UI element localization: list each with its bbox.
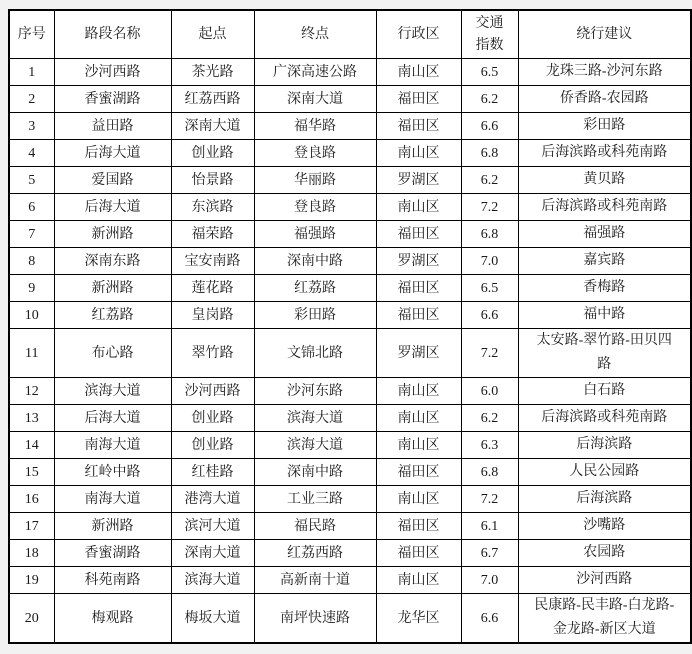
table-row — [9, 459, 691, 486]
table-row — [9, 248, 691, 275]
cell-no: 15 — [9, 459, 54, 486]
table-row — [9, 86, 691, 113]
cell-district: 南山区 — [376, 59, 461, 86]
cell-detour: 白石路 — [518, 378, 691, 405]
cell-district: 南山区 — [376, 432, 461, 459]
cell-start: 莲花路 — [171, 275, 254, 302]
cell-no: 4 — [9, 140, 54, 167]
cell-start: 茶光路 — [171, 59, 254, 86]
cell-district: 福田区 — [376, 113, 461, 140]
cell-no: 5 — [9, 167, 54, 194]
cell-detour: 人民公园路 — [518, 459, 691, 486]
cell-index: 7.2 — [461, 486, 518, 513]
cell-name: 后海大道 — [54, 140, 171, 167]
cell-index: 6.3 — [461, 432, 518, 459]
cell-start: 滨河大道 — [171, 513, 254, 540]
traffic-table — [8, 9, 692, 644]
cell-end: 广深高速公路 — [254, 59, 376, 86]
cell-district: 福田区 — [376, 513, 461, 540]
cell-end: 高新南十道 — [254, 567, 376, 594]
cell-district: 南山区 — [376, 567, 461, 594]
table-row — [9, 432, 691, 459]
cell-index: 6.2 — [461, 405, 518, 432]
cell-start: 皇岗路 — [171, 302, 254, 329]
cell-index: 6.1 — [461, 513, 518, 540]
cell-no: 17 — [9, 513, 54, 540]
cell-district: 福田区 — [376, 459, 461, 486]
cell-district: 南山区 — [376, 194, 461, 221]
cell-end: 华丽路 — [254, 167, 376, 194]
cell-index: 6.6 — [461, 594, 518, 644]
cell-start: 红桂路 — [171, 459, 254, 486]
cell-no: 2 — [9, 86, 54, 113]
cell-detour: 沙嘴路 — [518, 513, 691, 540]
cell-end: 福强路 — [254, 221, 376, 248]
cell-district: 南山区 — [376, 486, 461, 513]
cell-start: 港湾大道 — [171, 486, 254, 513]
cell-detour: 黄贝路 — [518, 167, 691, 194]
cell-end: 红荔路 — [254, 275, 376, 302]
cell-district: 罗湖区 — [376, 248, 461, 275]
cell-detour: 龙珠三路-沙河东路 — [518, 59, 691, 86]
cell-end: 滨海大道 — [254, 405, 376, 432]
cell-name: 香蜜湖路 — [54, 86, 171, 113]
col-header-detour: 绕行建议 — [518, 10, 691, 59]
cell-detour: 侨香路-农园路 — [518, 86, 691, 113]
cell-start: 东滨路 — [171, 194, 254, 221]
cell-end: 红荔西路 — [254, 540, 376, 567]
cell-no: 18 — [9, 540, 54, 567]
cell-end: 福华路 — [254, 113, 376, 140]
cell-district: 罗湖区 — [376, 167, 461, 194]
cell-no: 16 — [9, 486, 54, 513]
cell-start: 红荔西路 — [171, 86, 254, 113]
cell-index: 6.5 — [461, 275, 518, 302]
cell-index: 6.6 — [461, 302, 518, 329]
cell-detour: 福中路 — [518, 302, 691, 329]
cell-name: 新洲路 — [54, 275, 171, 302]
cell-district: 福田区 — [376, 275, 461, 302]
table-row — [9, 329, 691, 378]
cell-no: 19 — [9, 567, 54, 594]
table-body — [9, 59, 691, 644]
cell-no: 13 — [9, 405, 54, 432]
cell-no: 14 — [9, 432, 54, 459]
cell-index: 6.8 — [461, 459, 518, 486]
cell-no: 9 — [9, 275, 54, 302]
cell-name: 香蜜湖路 — [54, 540, 171, 567]
cell-no: 3 — [9, 113, 54, 140]
col-header-road-name: 路段名称 — [54, 10, 171, 59]
cell-name: 南海大道 — [54, 486, 171, 513]
cell-district: 南山区 — [376, 140, 461, 167]
cell-start: 宝安南路 — [171, 248, 254, 275]
cell-name: 南海大道 — [54, 432, 171, 459]
cell-district: 福田区 — [376, 540, 461, 567]
cell-index: 6.0 — [461, 378, 518, 405]
table-row — [9, 567, 691, 594]
cell-start: 沙河西路 — [171, 378, 254, 405]
table-row — [9, 194, 691, 221]
cell-end: 彩田路 — [254, 302, 376, 329]
cell-start: 怡景路 — [171, 167, 254, 194]
cell-start: 翠竹路 — [171, 329, 254, 378]
cell-district: 福田区 — [376, 221, 461, 248]
cell-end: 沙河东路 — [254, 378, 376, 405]
cell-no: 11 — [9, 329, 54, 378]
cell-detour: 后海滨路或科苑南路 — [518, 194, 691, 221]
cell-index: 7.2 — [461, 329, 518, 378]
table-header — [9, 10, 691, 59]
cell-district: 福田区 — [376, 86, 461, 113]
cell-index: 7.2 — [461, 194, 518, 221]
cell-no: 6 — [9, 194, 54, 221]
cell-name: 新洲路 — [54, 513, 171, 540]
cell-end: 深南大道 — [254, 86, 376, 113]
cell-detour: 民康路-民丰路-白龙路-金龙路-新区大道 — [518, 594, 691, 644]
cell-district: 福田区 — [376, 302, 461, 329]
cell-end: 滨海大道 — [254, 432, 376, 459]
table-row — [9, 594, 691, 644]
cell-detour: 后海滨路或科苑南路 — [518, 140, 691, 167]
cell-name: 滨海大道 — [54, 378, 171, 405]
cell-start: 深南大道 — [171, 113, 254, 140]
cell-district: 龙华区 — [376, 594, 461, 644]
cell-end: 福民路 — [254, 513, 376, 540]
cell-start: 创业路 — [171, 432, 254, 459]
table-row — [9, 167, 691, 194]
table-row — [9, 486, 691, 513]
col-header-end: 终点 — [254, 10, 376, 59]
table-row — [9, 59, 691, 86]
cell-name: 红岭中路 — [54, 459, 171, 486]
cell-index: 6.8 — [461, 221, 518, 248]
cell-index: 6.7 — [461, 540, 518, 567]
cell-start: 梅坂大道 — [171, 594, 254, 644]
cell-name: 布心路 — [54, 329, 171, 378]
cell-index: 6.2 — [461, 86, 518, 113]
cell-no: 1 — [9, 59, 54, 86]
cell-name: 沙河西路 — [54, 59, 171, 86]
cell-start: 创业路 — [171, 140, 254, 167]
cell-name: 后海大道 — [54, 194, 171, 221]
cell-detour: 后海滨路 — [518, 432, 691, 459]
cell-end: 深南中路 — [254, 459, 376, 486]
cell-detour: 农园路 — [518, 540, 691, 567]
table-row — [9, 540, 691, 567]
cell-detour: 沙河西路 — [518, 567, 691, 594]
col-header-start: 起点 — [171, 10, 254, 59]
table-row — [9, 302, 691, 329]
table-row — [9, 275, 691, 302]
cell-end: 登良路 — [254, 140, 376, 167]
cell-name: 梅观路 — [54, 594, 171, 644]
cell-index: 6.6 — [461, 113, 518, 140]
col-header-traffic-index: 交通指数 — [461, 10, 518, 59]
cell-name: 后海大道 — [54, 405, 171, 432]
cell-index: 6.2 — [461, 167, 518, 194]
cell-district: 罗湖区 — [376, 329, 461, 378]
cell-detour: 后海滨路 — [518, 486, 691, 513]
cell-no: 7 — [9, 221, 54, 248]
cell-name: 深南东路 — [54, 248, 171, 275]
cell-no: 12 — [9, 378, 54, 405]
cell-index: 6.8 — [461, 140, 518, 167]
table-row — [9, 513, 691, 540]
cell-district: 南山区 — [376, 378, 461, 405]
cell-start: 福荣路 — [171, 221, 254, 248]
cell-name: 科苑南路 — [54, 567, 171, 594]
cell-name: 新洲路 — [54, 221, 171, 248]
cell-no: 8 — [9, 248, 54, 275]
cell-index: 7.0 — [461, 248, 518, 275]
table-row — [9, 221, 691, 248]
cell-end: 文锦北路 — [254, 329, 376, 378]
cell-name: 红荔路 — [54, 302, 171, 329]
cell-start: 深南大道 — [171, 540, 254, 567]
cell-detour: 后海滨路或科苑南路 — [518, 405, 691, 432]
cell-no: 20 — [9, 594, 54, 644]
cell-detour: 香梅路 — [518, 275, 691, 302]
cell-detour: 太安路-翠竹路-田贝四路 — [518, 329, 691, 378]
header-row — [9, 10, 691, 59]
cell-start: 创业路 — [171, 405, 254, 432]
cell-end: 工业三路 — [254, 486, 376, 513]
col-header-district: 行政区 — [376, 10, 461, 59]
cell-end: 登良路 — [254, 194, 376, 221]
cell-detour: 福强路 — [518, 221, 691, 248]
col-header-serial: 序号 — [9, 10, 54, 59]
cell-detour: 彩田路 — [518, 113, 691, 140]
cell-no: 10 — [9, 302, 54, 329]
cell-end: 深南中路 — [254, 248, 376, 275]
cell-end: 南坪快速路 — [254, 594, 376, 644]
cell-detour: 嘉宾路 — [518, 248, 691, 275]
cell-district: 南山区 — [376, 405, 461, 432]
table-row — [9, 378, 691, 405]
cell-name: 益田路 — [54, 113, 171, 140]
cell-index: 6.5 — [461, 59, 518, 86]
cell-index: 7.0 — [461, 567, 518, 594]
cell-start: 滨海大道 — [171, 567, 254, 594]
table-row — [9, 140, 691, 167]
table-row — [9, 405, 691, 432]
table-row — [9, 113, 691, 140]
cell-name: 爱国路 — [54, 167, 171, 194]
